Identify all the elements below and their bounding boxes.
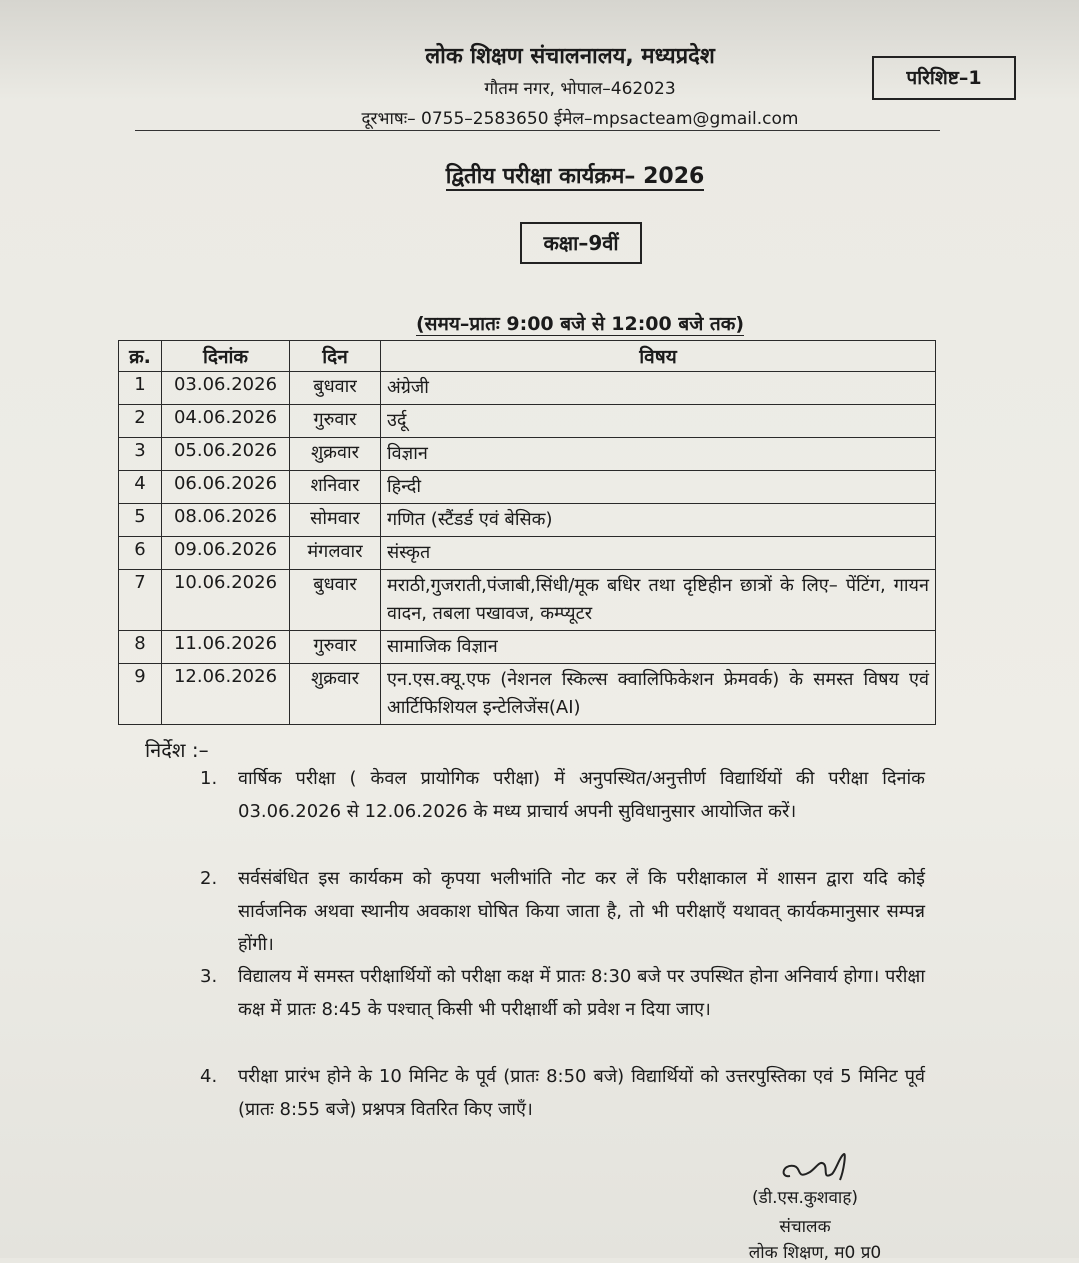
row-subject: हिन्दी <box>381 471 936 504</box>
row-day: बुधवार <box>290 372 381 405</box>
row-serial: 7 <box>119 570 162 631</box>
row-subject: उर्दू <box>381 405 936 438</box>
signatory-office: लोक शिक्षण, म0 प्र0 <box>748 1243 882 1263</box>
row-day: शुक्रवार <box>290 438 381 471</box>
instruction-item <box>200 762 925 828</box>
row-serial: 1 <box>119 372 162 405</box>
org-address: गौतम नगर, भोपाल–462023 <box>484 79 676 99</box>
instruction-item <box>200 862 925 961</box>
instruction-text: सर्वसंबंधित इस कार्यकम को कृपया भलीभांति नोट कर लें कि परीक्षाकाल में शासन द्वारा यदि कोई सार्वजनिक अथवा स्थानीय अवकाश घोषित किया जाता है, तो भी परीक्षाएँ यथावत् कार्यकमानुसार सम्पन्न होंगी। <box>238 868 925 955</box>
header-day: दिन <box>290 341 381 372</box>
signature-mark <box>770 1150 860 1188</box>
row-subject: एन.एस.क्यू.एफ (नेशनल स्किल्स क्वालिफिकेशन फ्रेमवर्क) के समस्त विषय एवं आर्टिफिशियल इन्टेलिजेंस(AI) <box>381 664 936 725</box>
header-divider <box>135 130 940 131</box>
table-row <box>119 372 936 405</box>
exam-timing <box>380 310 780 336</box>
table-row <box>119 664 936 725</box>
row-date: 03.06.2026 <box>162 372 290 405</box>
table-row <box>119 438 936 471</box>
instruction-number: 2. <box>200 868 218 889</box>
row-subject: अंग्रेजी <box>381 372 936 405</box>
row-date: 06.06.2026 <box>162 471 290 504</box>
header-subject: विषय <box>381 341 936 372</box>
annexure-box: परिशिष्ट–1 <box>872 56 1016 100</box>
row-serial: 4 <box>119 471 162 504</box>
row-day: बुधवार <box>290 570 381 631</box>
instruction-text: वार्षिक परीक्षा ( केवल प्रायोगिक परीक्षा) में अनुपस्थित/अनुत्तीर्ण विद्यार्थियों की परीक्षा दिनांक 03.06.2026 से 12.06.2026 के मध्य प्राचार्य अपनी सुविधानुसार आयोजित करें। <box>238 768 925 822</box>
row-date: 05.06.2026 <box>162 438 290 471</box>
row-day: मंगलवार <box>290 537 381 570</box>
exam-timing-text: (समय–प्रातः 9:00 बजे से 12:00 बजे तक) <box>415 313 745 335</box>
row-date: 10.06.2026 <box>162 570 290 631</box>
exam-title <box>380 160 770 190</box>
row-date: 11.06.2026 <box>162 631 290 664</box>
instruction-number: 4. <box>200 1066 218 1087</box>
org-name: लोक शिक्षण संचालनालय, मध्यप्रदेश <box>425 44 715 69</box>
org-contact: दूरभाषः– 0755–2583650 ईमेल–mpsacteam@gmail.com <box>361 109 799 129</box>
row-serial: 6 <box>119 537 162 570</box>
table-row <box>119 504 936 537</box>
signatory-designation: संचालक <box>779 1217 831 1237</box>
row-serial: 5 <box>119 504 162 537</box>
table-row <box>119 405 936 438</box>
row-serial: 3 <box>119 438 162 471</box>
row-serial: 9 <box>119 664 162 725</box>
class-box: कक्षा–9वीं <box>520 222 642 264</box>
row-day: गुरुवार <box>290 405 381 438</box>
row-day: शुक्रवार <box>290 664 381 725</box>
row-day: गुरुवार <box>290 631 381 664</box>
row-date: 09.06.2026 <box>162 537 290 570</box>
instruction-item <box>200 1060 925 1126</box>
row-date: 12.06.2026 <box>162 664 290 725</box>
schedule-table <box>118 340 936 725</box>
table-header-row <box>119 341 936 372</box>
table-row <box>119 471 936 504</box>
instruction-number: 1. <box>200 768 218 789</box>
row-day: शनिवार <box>290 471 381 504</box>
instruction-text: परीक्षा प्रारंभ होने के 10 मिनिट के पूर्व (प्रातः 8:50 बजे) विद्यार्थियों को उत्तरपुस्तिका एवं 5 मिनिट पूर्व (प्रातः 8:55 बजे) प्रश्नपत्र वितरित किए जाएँ। <box>238 1066 925 1120</box>
instructions-heading: निर्देश :– <box>145 738 209 762</box>
row-subject: मराठी,गुजराती,पंजाबी,सिंधी/मूक बधिर तथा दृष्टिहीन छात्रों के लिए– पेंटिंग, गायन वादन, तबला पखावज, कम्प्यूटर <box>381 570 936 631</box>
row-subject: सामाजिक विज्ञान <box>381 631 936 664</box>
table-row <box>119 537 936 570</box>
row-date: 04.06.2026 <box>162 405 290 438</box>
signatory-name: (डी.एस.कुशवाह) <box>752 1188 858 1208</box>
header-serial: क्र. <box>119 341 162 372</box>
row-subject: विज्ञान <box>381 438 936 471</box>
row-serial: 2 <box>119 405 162 438</box>
instruction-number: 3. <box>200 966 218 987</box>
table-row <box>119 570 936 631</box>
table-row <box>119 631 936 664</box>
row-subject: गणित (स्टैंडर्ड एवं बेसिक) <box>381 504 936 537</box>
row-serial: 8 <box>119 631 162 664</box>
header-date: दिनांक <box>162 341 290 372</box>
row-date: 08.06.2026 <box>162 504 290 537</box>
row-subject: संस्कृत <box>381 537 936 570</box>
row-day: सोमवार <box>290 504 381 537</box>
instruction-item <box>200 960 925 1026</box>
instruction-text: विद्यालय में समस्त परीक्षार्थियों को परीक्षा कक्ष में प्रातः 8:30 बजे पर उपस्थित होना अनिवार्य होगा। परीक्षा कक्ष में प्रातः 8:45 के पश्चात् किसी भी परीक्षार्थी को प्रवेश न दिया जाए। <box>238 966 925 1020</box>
exam-title-text: द्वितीय परीक्षा कार्यक्रम– 2026 <box>445 164 705 189</box>
